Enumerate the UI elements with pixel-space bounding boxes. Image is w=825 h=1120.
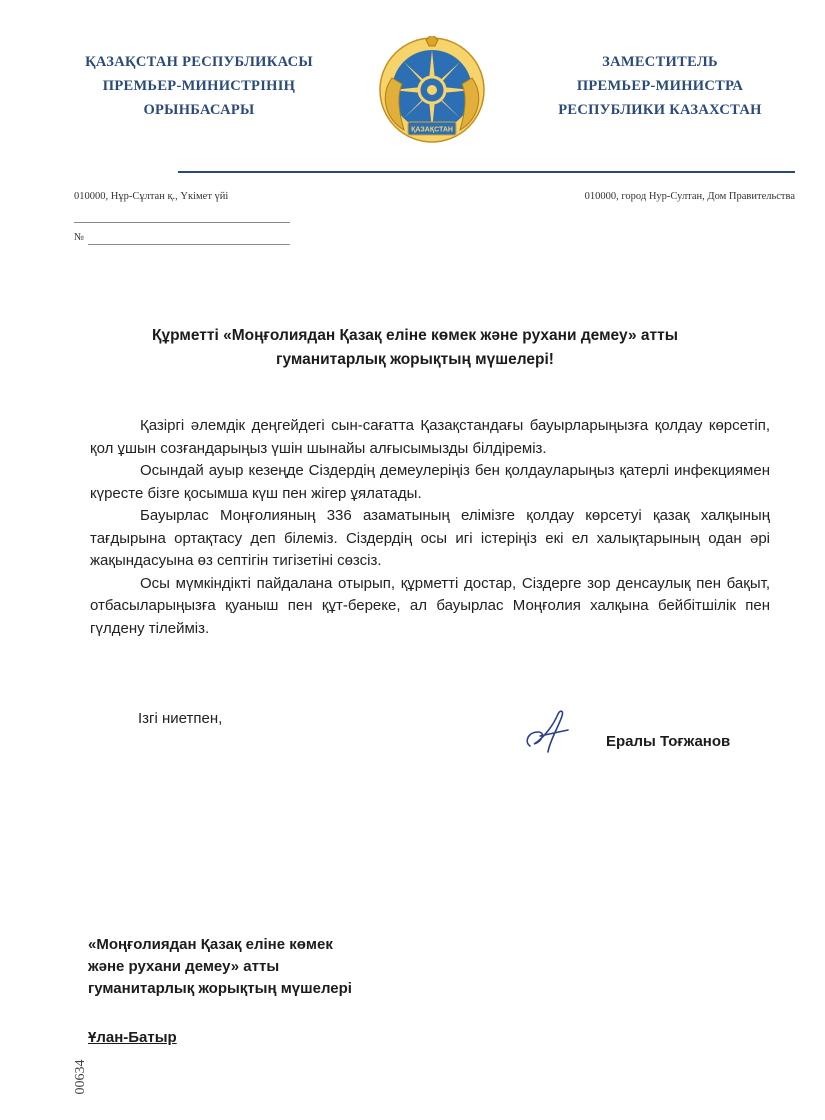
number-line bbox=[88, 244, 290, 245]
registration-number bbox=[71, 1042, 91, 1112]
emblem-text: ҚАЗАҚСТАН bbox=[411, 126, 453, 134]
paragraph-3: Бауырлас Моңғолияның 336 азаматының елімізге қолдау көрсетуі қазақ халқының тағдырына ортақтасу деп білеміз. Сіздердің осы игі істеріңіз екі ел халықтарының одан әрі жақындасуына өз септігін тигізетіні сөзсіз. bbox=[90, 507, 770, 569]
heading-line-2: гуманитарлық жорықтың мүшелері! bbox=[276, 351, 554, 368]
letterhead-russian-line-3: РЕСПУБЛИКИ КАЗАХСТАН bbox=[558, 102, 762, 118]
letterhead-russian-line-1: ЗАМЕСТИТЕЛЬ bbox=[602, 54, 718, 70]
closing-phrase: Ізгі ниетпен, bbox=[138, 710, 223, 727]
letterhead-divider bbox=[178, 171, 795, 173]
address-kazakh: 010000, Нұр-Сұлтан қ., Үкімет үйі bbox=[74, 191, 229, 202]
address-russian: 010000, город Нур-Султан, Дом Правительства bbox=[584, 191, 795, 202]
paragraph-1: Қазіргі әлемдік деңгейдегі сын-сағатта Қазақстандағы бауырларыңызға қолдау көрсетіп, қол ұшын созғандарыңыз үшін шынайы алғысымызды білдіреміз. bbox=[90, 417, 770, 457]
registration-number-text: 00634 bbox=[73, 1059, 88, 1095]
recipient-line-2: және рухани демеу» атты bbox=[88, 958, 280, 975]
heading-line-1: Құрметті «Моңғолиядан Қазақ еліне көмек және рухани демеу» атты bbox=[152, 327, 678, 344]
letterhead-russian-line-2: ПРЕМЬЕР-МИНИСТРА bbox=[576, 78, 744, 94]
letter-body bbox=[90, 415, 770, 640]
recipient-line-3: гуманитарлық жорықтың мүшелері bbox=[88, 980, 352, 997]
letter-heading bbox=[60, 324, 770, 372]
letterhead-kazakh bbox=[64, 50, 334, 122]
recipient-city: Ұлан-Батыр bbox=[88, 1029, 177, 1046]
state-emblem-icon bbox=[378, 36, 486, 144]
signer-name: Ералы Тоғжанов bbox=[606, 733, 731, 750]
date-line bbox=[74, 222, 290, 223]
paragraph-4: Осы мүмкіндікті пайдалана отырып, құрметті достар, Сіздерге зор денсаулық пен бақыт, отбасыларыңызға қуаныш пен құт-береке, ал бауырлас Моңғолия халқына бейбітшілік пен гүлдену тілейміз. bbox=[90, 574, 770, 637]
signature-icon bbox=[520, 706, 580, 756]
recipient-block bbox=[88, 934, 352, 1000]
letterhead-kazakh-line-2: ПРЕМЬЕР-МИНИСТРІНІҢ bbox=[102, 78, 296, 94]
letterhead-russian bbox=[525, 50, 795, 122]
number-label: № bbox=[74, 232, 85, 243]
paragraph-2: Осындай ауыр кезеңде Сіздердің демеулеріңіз бен қолдауларыңыз қатерлі инфекциямен күресте бізге қосымша күш пен жігер ұялатады. bbox=[90, 462, 770, 502]
letterhead-kazakh-line-3: ОРЫНБАСАРЫ bbox=[143, 102, 255, 118]
letterhead-kazakh-line-1: ҚАЗАҚСТАН РЕСПУБЛИКАСЫ bbox=[85, 54, 313, 70]
recipient-line-1: «Моңғолиядан Қазақ еліне көмек bbox=[88, 936, 333, 953]
